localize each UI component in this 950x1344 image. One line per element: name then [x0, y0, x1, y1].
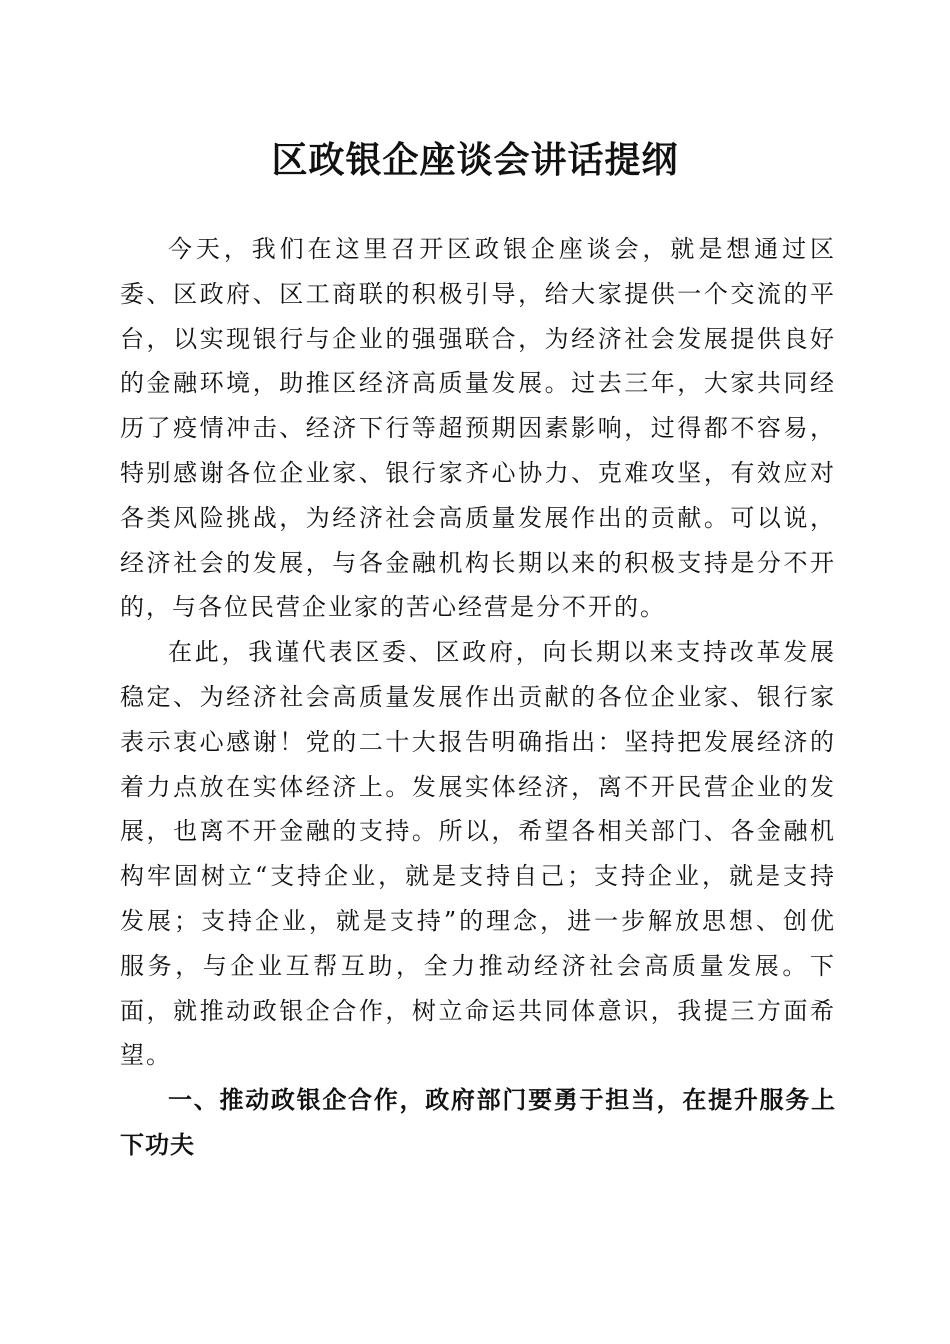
- body-paragraph-2: 在此，我谨代表区委、区政府，向长期以来支持改革发展稳定、为经济社会高质量发展作出贡献的各位企业家、银行家表示衷心感谢！党的二十大报告明确指出：坚持把发展经济的着力点放在实体经济上。发展实体经济，离不开民营企业的发展，也离不开金融的支持。所以，希望各相关部门、各金融机构牢固树立“支持企业，就是支持自己；支持企业，就是支持发展；支持企业，就是支持”的理念，进一步解放思想、创优服务，与企业互帮互助，全力推动经济社会高质量发展。下面，就推动政银企合作，树立命运共同体意识，我提三方面希望。: [120, 638, 836, 1070]
- section-heading-1: 一、推动政银企合作，政府部门要勇于担当，在提升服务上下功夫: [120, 1086, 836, 1159]
- document-title: 区政银企座谈会讲话提纲: [271, 139, 679, 181]
- body-paragraph-1: 今天，我们在这里召开区政银企座谈会，就是想通过区委、区政府、区工商联的积极引导，给大家提供一个交流的平台，以实现银行与企业的强强联合，为经济社会发展提供良好的金融环境，助推区经济高质量发展。过去三年，大家共同经历了疫情冲击、经济下行等超预期因素影响，过得都不容易，特别感谢各位企业家、银行家齐心协力、克难攻坚，有效应对各类风险挑战，为经济社会高质量发展作出的贡献。可以说，经济社会的发展，与各金融机构长期以来的积极支持是分不开的，与各位民营企业家的苦心经营是分不开的。: [120, 235, 836, 622]
- document-body: [120, 227, 836, 1168]
